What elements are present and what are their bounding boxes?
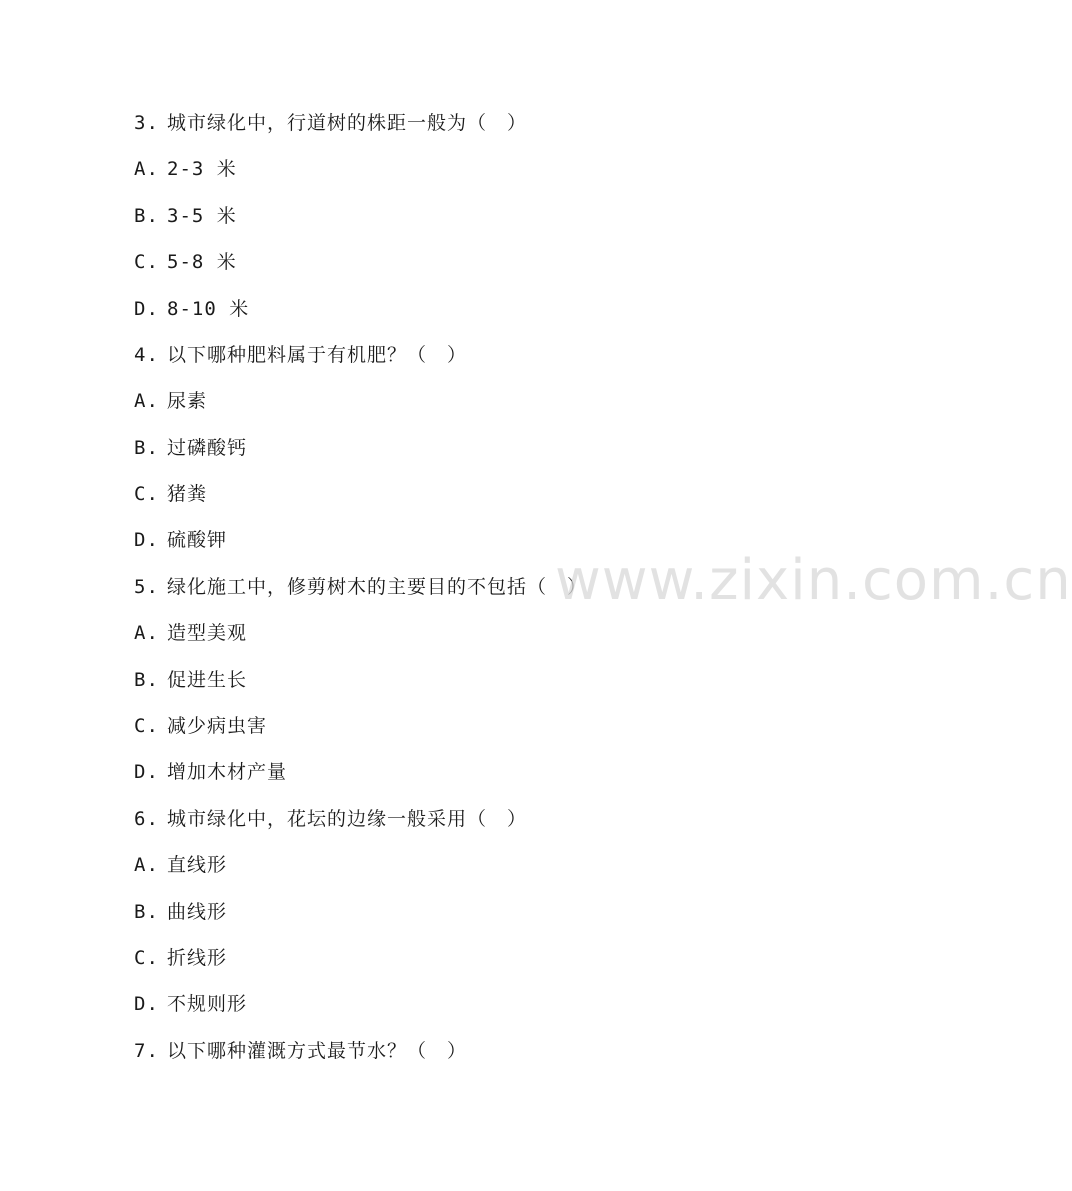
question-text: 以下哪种灌溉方式最节水？（ ） — [167, 1040, 468, 1062]
option-text: 曲线形 — [167, 901, 228, 923]
question-number: 5. — [134, 576, 159, 598]
option-letter: A. — [134, 854, 159, 876]
option-letter: C. — [134, 947, 159, 969]
question-number: 7. — [134, 1040, 159, 1062]
option-text: 促进生长 — [167, 669, 248, 691]
option-letter: D. — [134, 298, 159, 320]
option-letter: B. — [134, 669, 159, 691]
question-text: 绿化施工中，修剪树木的主要目的不包括（ ） — [167, 576, 588, 598]
option-letter: C. — [134, 715, 159, 737]
question-number: 4. — [134, 344, 159, 366]
option-text: 过磷酸钙 — [167, 437, 248, 459]
option-4b — [134, 433, 247, 463]
option-6a — [134, 850, 227, 880]
option-text: 增加木材产量 — [167, 761, 288, 783]
question-text: 城市绿化中，花坛的边缘一般采用（ ） — [167, 808, 528, 830]
option-5b — [134, 665, 247, 695]
option-6c — [134, 943, 227, 973]
option-text: 减少病虫害 — [167, 715, 268, 737]
option-text: 8-10 米 — [167, 298, 250, 320]
question-6 — [134, 804, 527, 834]
watermark: www.zixin.com.cn — [555, 548, 1072, 613]
option-letter: A. — [134, 390, 159, 412]
question-5 — [134, 572, 587, 602]
option-3d — [134, 294, 249, 324]
option-letter: D. — [134, 993, 159, 1015]
option-6d — [134, 989, 247, 1019]
option-3b — [134, 201, 237, 231]
option-text: 折线形 — [167, 947, 228, 969]
question-number: 6. — [134, 808, 159, 830]
question-7 — [134, 1036, 467, 1066]
option-letter: B. — [134, 205, 159, 227]
question-number: 3. — [134, 112, 159, 134]
option-6b — [134, 897, 227, 927]
option-5a — [134, 618, 247, 648]
option-text: 尿素 — [167, 390, 208, 412]
option-text: 2-3 米 — [167, 158, 237, 180]
option-letter: D. — [134, 761, 159, 783]
option-4d — [134, 525, 227, 555]
option-letter: A. — [134, 622, 159, 644]
option-letter: A. — [134, 158, 159, 180]
question-4 — [134, 340, 467, 370]
option-text: 硫酸钾 — [167, 529, 228, 551]
option-3c — [134, 247, 237, 277]
option-text: 猪粪 — [167, 483, 208, 505]
question-3 — [134, 108, 527, 138]
option-letter: B. — [134, 437, 159, 459]
option-letter: B. — [134, 901, 159, 923]
option-letter: D. — [134, 529, 159, 551]
option-5c — [134, 711, 267, 741]
option-text: 直线形 — [167, 854, 228, 876]
question-text: 以下哪种肥料属于有机肥？（ ） — [167, 344, 468, 366]
question-text: 城市绿化中，行道树的株距一般为（ ） — [167, 112, 528, 134]
option-text: 3-5 米 — [167, 205, 237, 227]
option-text: 5-8 米 — [167, 251, 237, 273]
option-letter: C. — [134, 483, 159, 505]
option-3a — [134, 154, 237, 184]
option-text: 不规则形 — [167, 993, 248, 1015]
option-text: 造型美观 — [167, 622, 248, 644]
option-5d — [134, 757, 287, 787]
option-4a — [134, 386, 207, 416]
option-letter: C. — [134, 251, 159, 273]
option-4c — [134, 479, 207, 509]
